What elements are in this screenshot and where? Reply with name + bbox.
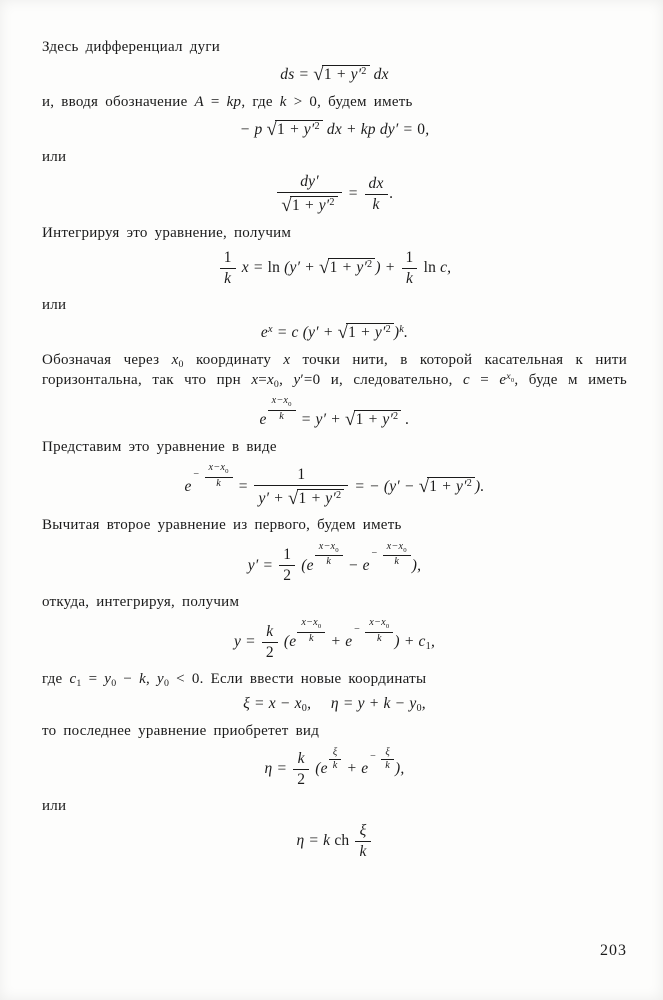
text-paragraph: откуда, интегрируя, получим: [42, 594, 240, 611]
text-paragraph: и, вводя обозначение A = kp, где k > 0, будем иметь: [42, 93, 413, 110]
text-paragraph: или: [42, 797, 67, 814]
page-content: [42, 37, 627, 860]
equation: η = $\frac{k}{2}$ (e $^{\frac{\xi}{k}}$ + $e^{- \frac{\xi}{k}}$ ),: [264, 746, 405, 788]
text-paragraph: Представим это уравнение в виде: [42, 438, 277, 455]
equation: $e^{- \frac{x-x_0}{k}}$ = $\frac{1}{y' + √1 + y'^2}$ = − ($y' - √1 + y'^2$ ).: [184, 461, 485, 509]
text-paragraph: Здесь дифференциал дуги: [42, 39, 221, 55]
text-paragraph: Интегрируя это уравнение, получим: [42, 224, 292, 241]
equation: ξ = x − x0, η = y + k − y0,: [243, 695, 426, 715]
equation: y = $\frac{k}{2}$ (e $^{\frac{x-x_0}{k}}$ + $e^{- \frac{x-x_0}{k}}$ ) + c1,: [233, 617, 436, 661]
page-number: 203: [600, 942, 627, 959]
text-paragraph: то последнее уравнение приобретет вид: [42, 723, 320, 740]
equation: y′ = $\frac{1}{2}$ (e $^{\frac{x-x_0}{k}}$ − $e^{- \frac{x-x_0}{k}}$ ),: [247, 540, 422, 585]
text-paragraph: Вычитая второе уравнение из первого, будем иметь: [42, 517, 402, 534]
equation: $\frac{dy'}{√1 + y'^2}$ = $\frac{dx}{k}$ .: [42, 173, 627, 216]
text-paragraph: или: [42, 296, 67, 313]
equation: $e^x = c$ ($y' + √1 + y'^2$ )$^k$.: [260, 321, 409, 343]
equation: e $^{\frac{x-x_0}{k}}$ = $y' + √1 + y'^2$ .: [259, 395, 410, 430]
equation: ds = $√1 + y'^2$ dx: [280, 64, 389, 86]
text-paragraph: или: [42, 148, 67, 165]
text-paragraph: Обозначая через $x_0$ координату x точки нити, в которой касательная к нити горизонтальна, так что прн $x=x_0$, y′=0 и, следовательно, $c = e^{x_0}$, буде м иметь: [42, 351, 627, 390]
equation: η = k ch $\frac{\xi}{k}$: [42, 822, 627, 861]
equation: − p $√1 + y'^2$ dx + kp dy′ = 0,: [239, 119, 430, 141]
text-paragraph: где $c_1 = y_0 - k$, $y_0 < 0$. Если ввести новые координаты: [42, 670, 427, 689]
equation: $\frac{1}{k}$ $x = \ln (y' + √1 + y'^2$ ) + $\frac{1}{k}$ ln c,: [42, 249, 627, 288]
